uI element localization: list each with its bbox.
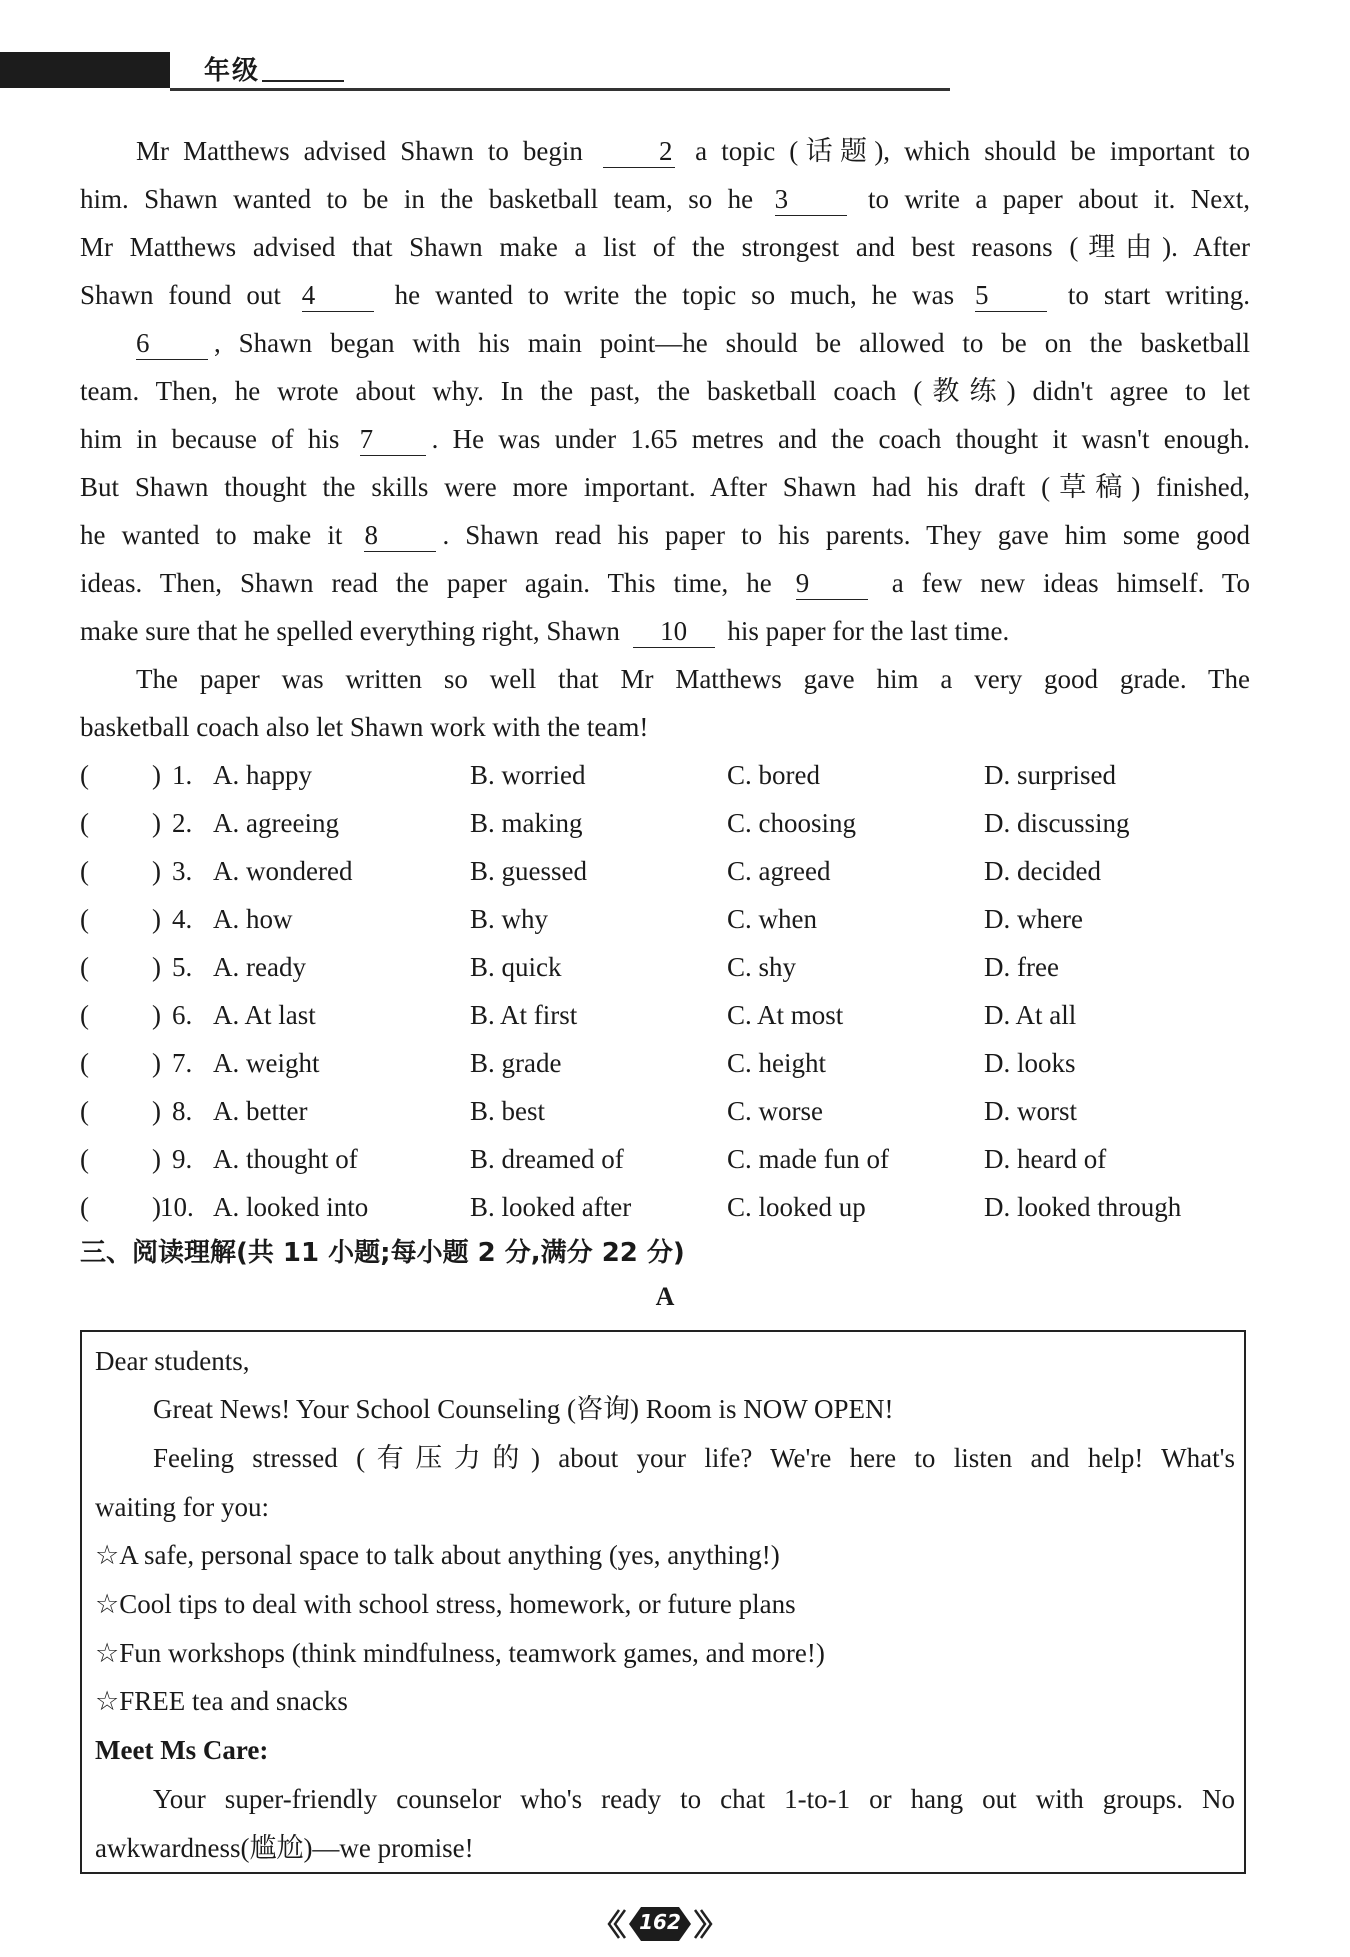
notice-line-3: waiting for you:: [95, 1492, 269, 1522]
answer-paren-close: ): [152, 1192, 161, 1222]
answer-paren-close: ): [152, 856, 161, 886]
answer-paren-close: ): [152, 1048, 161, 1078]
answer-paren-open: (: [80, 1144, 89, 1174]
blank-7: 7: [360, 423, 426, 456]
option-row-8: ( ) 8. A. better B. best C. worse D. worst: [80, 1091, 1260, 1131]
notice-bullet-3: ☆Fun workshops (think mindfulness, teamwork games, and more!): [95, 1638, 825, 1668]
cloze-line-13: basketball coach also let Shawn work with the team!: [80, 712, 649, 742]
notice-bullet-1: ☆A safe, personal space to talk about anything (yes, anything!): [95, 1540, 780, 1570]
answer-paren-open: (: [80, 760, 89, 790]
notice-line-5: awkwardness(尴尬)—we promise!: [95, 1833, 474, 1863]
answer-paren-open: (: [80, 1048, 89, 1078]
notice-meet-heading: Meet Ms Care:: [95, 1735, 269, 1765]
answer-paren-close: ): [152, 1000, 161, 1030]
option-row-7: ( ) 7. A. weight B. grade C. height D. looks: [80, 1043, 1260, 1083]
notice-bullet-2: ☆Cool tips to deal with school stress, homework, or future plans: [95, 1589, 796, 1619]
option-row-9: ( ) 9. A. thought of B. dreamed of C. made fun of D. heard of: [80, 1139, 1260, 1179]
blank-2: 2: [603, 135, 675, 168]
cloze-line-12: The paper was written so well that Mr Matthews gave him a very good grade. The: [136, 664, 1250, 694]
answer-paren-close: ): [152, 1096, 161, 1126]
answer-paren-close: ): [152, 952, 161, 982]
blank-4: 4: [302, 279, 374, 312]
notice-greeting: Dear students,: [95, 1346, 250, 1376]
blank-6: 6: [136, 327, 208, 360]
answer-paren-close: ): [152, 904, 161, 934]
option-row-10: ( ) 10. A. looked into B. looked after C. looked up D. looked through: [80, 1187, 1260, 1227]
grade-blank: [262, 80, 344, 82]
grade-label: 年级: [204, 56, 261, 85]
section-title: 三、阅读理解(共 11 小题;每小题 2 分,满分 22 分): [80, 1238, 685, 1268]
notice-line-2: Feeling stressed (有压力的) about your life? We're here to listen and help! What's: [153, 1443, 1235, 1473]
blank-3: 3: [775, 183, 847, 216]
cloze-line-6: team. Then, he wrote about why. In the past, the basketball coach (教练) didn't agree to let: [80, 376, 1250, 406]
blank-8: 8: [364, 519, 436, 552]
option-row-3: ( ) 3. A. wondered B. guessed C. agreed D. decided: [80, 851, 1260, 891]
page-number-badge: [605, 1904, 715, 1944]
header-rule: [170, 88, 950, 91]
cloze-line-2: him. Shawn wanted to be in the basketball team, so he 3 to write a paper about it. Next,: [80, 184, 1250, 214]
answer-paren-open: (: [80, 904, 89, 934]
part-letter: A: [655, 1282, 675, 1311]
option-row-2: ( ) 2. A. agreeing B. making C. choosing D. discussing: [80, 803, 1260, 843]
option-row-6: ( ) 6. A. At last B. At first C. At most D. At all: [80, 995, 1260, 1035]
blank-10: 10: [633, 615, 715, 648]
cloze-line-3: Mr Matthews advised that Shawn make a list of the strongest and best reasons (理由). After: [80, 232, 1250, 262]
blank-5: 5: [975, 279, 1047, 312]
answer-paren-close: ): [152, 760, 161, 790]
notice-bullet-4: ☆FREE tea and snacks: [95, 1686, 348, 1716]
cloze-line-1: Mr Matthews advised Shawn to begin 2 a topic (话题), which should be important to: [136, 136, 1250, 166]
page-number: 162: [639, 1910, 681, 1934]
cloze-line-9: he wanted to make it 8 . Shawn read his paper to his parents. They gave him some good: [80, 520, 1250, 550]
cloze-line-10: ideas. Then, Shawn read the paper again. This time, he 9 a few new ideas himself. To: [80, 568, 1250, 598]
blank-9: 9: [796, 567, 868, 600]
notice-line-1: Great News! Your School Counseling (咨询) Room is NOW OPEN!: [153, 1394, 894, 1424]
answer-paren-open: (: [80, 1096, 89, 1126]
cloze-line-4: Shawn found out 4 he wanted to write the topic so much, he was 5 to start writing.: [80, 280, 1251, 310]
answer-paren-open: (: [80, 856, 89, 886]
option-row-1: ( ) 1. A. happy B. worried C. bored D. surprised: [80, 755, 1260, 795]
option-row-5: ( ) 5. A. ready B. quick C. shy D. free: [80, 947, 1260, 987]
answer-paren-open: (: [80, 1192, 89, 1222]
cloze-line-5: 6 , Shawn began with his main point—he should be allowed to be on the basketball: [136, 328, 1250, 358]
cloze-line-11: make sure that he spelled everything right, Shawn 10 his paper for the last time.: [80, 616, 1010, 646]
notice-line-4: Your super-friendly counselor who's ready to chat 1-to-1 or hang out with groups. No: [153, 1784, 1235, 1814]
answer-paren-close: ): [152, 808, 161, 838]
answer-paren-close: ): [152, 1144, 161, 1174]
cloze-line-7: him in because of his 7 . He was under 1.65 metres and the coach thought it wasn't enough.: [80, 424, 1250, 454]
answer-paren-open: (: [80, 808, 89, 838]
answer-paren-open: (: [80, 1000, 89, 1030]
cloze-line-8: But Shawn thought the skills were more important. After Shawn had his draft (草稿) finished,: [80, 472, 1250, 502]
answer-paren-open: (: [80, 952, 89, 982]
option-row-4: ( ) 4. A. how B. why C. when D. where: [80, 899, 1260, 939]
header-bar: [0, 52, 170, 88]
